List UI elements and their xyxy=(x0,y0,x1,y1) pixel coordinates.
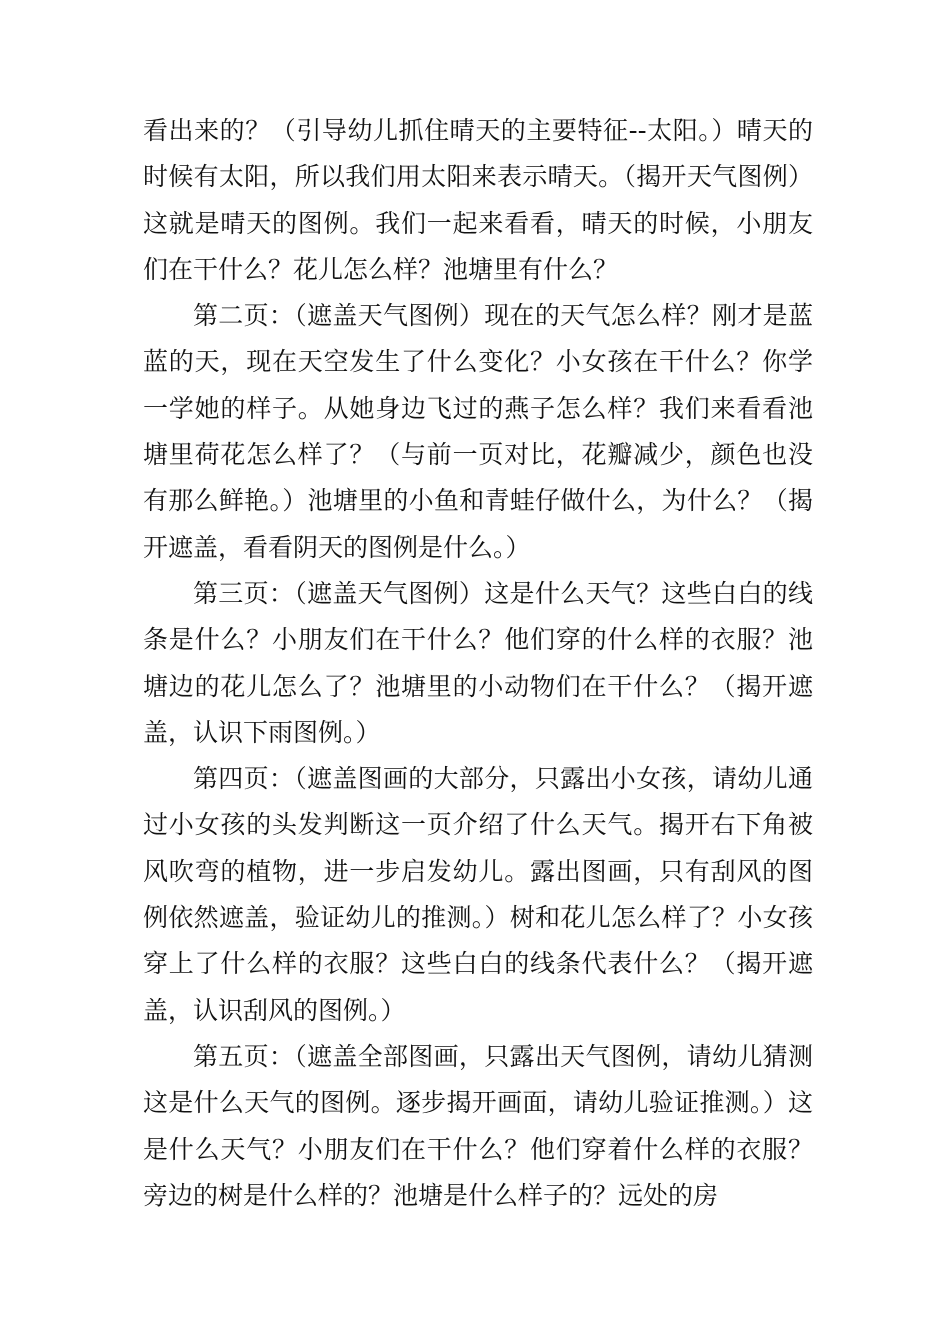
paragraph-page-five: 第五页：（遮盖全部图画，只露出天气图例，请幼儿猜测这是什么天气的图例。逐步揭开画面，请幼儿验证推测。）这是什么天气？小朋友们在干什么？他们穿着什么样的衣服？旁边的树是什么样的？池塘是什么样子的？远处的房 xyxy=(143,1041,813,1210)
paragraph-page-two: 第二页：（遮盖天气图例）现在的天气怎么样？刚才是蓝蓝的天，现在天空发生了什么变化？小女孩在干什么？你学一学她的样子。从她身边飞过的燕子怎么样？我们来看看池塘里荷花怎么样了？（与前一页对比，花瓣减少，颜色也没有那么鲜艳。）池塘里的小鱼和青蛙仔做什么，为什么？（揭开遮盖，看看阴天的图例是什么。） xyxy=(143,301,813,562)
paragraph-page-three: 第三页：（遮盖天气图例）这是什么天气？这些白白的线条是什么？小朋友们在干什么？他们穿的什么样的衣服？池塘边的花儿怎么了？池塘里的小动物们在干什么？（揭开遮盖，认识下雨图例。） xyxy=(143,578,813,747)
paragraph-page-four: 第四页：（遮盖图画的大部分，只露出小女孩，请幼儿通过小女孩的头发判断这一页介绍了什么天气。揭开右下角被风吹弯的植物，进一步启发幼儿。露出图画，只有刮风的图例依然遮盖，验证幼儿的推测。）树和花儿怎么样了？小女孩穿上了什么样的衣服？这些白白的线条代表什么？（揭开遮盖，认识刮风的图例。） xyxy=(143,764,813,1025)
paragraph-continuation: 看出来的？（引导幼儿抓住晴天的主要特征--太阳。）晴天的时候有太阳，所以我们用太阳来表示晴天。（揭开天气图例）这就是晴天的图例。我们一起来看看，晴天的时候，小朋友们在干什么？花儿怎么样？池塘里有什么？ xyxy=(143,116,813,284)
body-text xyxy=(143,108,813,1219)
